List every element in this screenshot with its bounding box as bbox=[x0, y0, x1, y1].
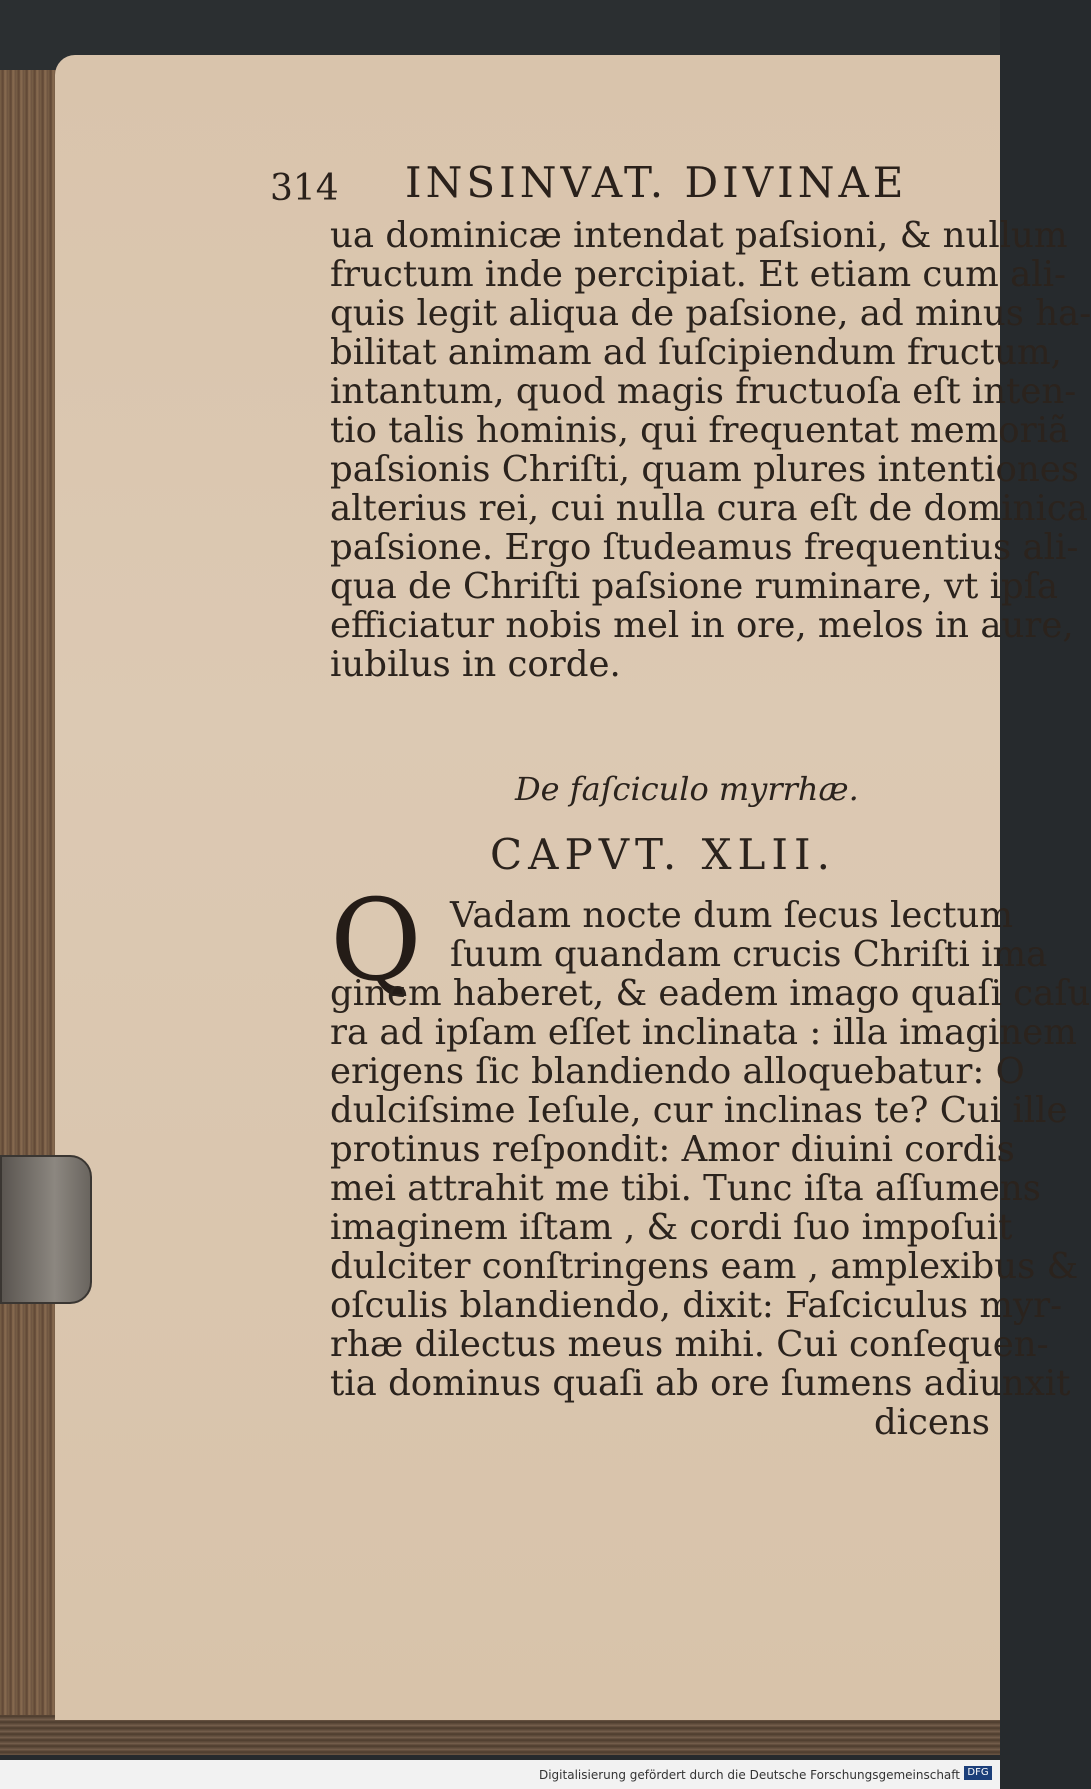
text-line: fructum inde percipiat. Et etiam cum ali- bbox=[330, 254, 1066, 295]
book-bottom-edge bbox=[0, 1715, 1000, 1755]
text-line: quis legit aliqua de paſsione, ad minus ha- bbox=[330, 293, 1091, 334]
page-header bbox=[270, 150, 970, 210]
section-subheading: De faſciculo myrrhæ. bbox=[515, 770, 859, 808]
digitization-footer bbox=[0, 1760, 1000, 1789]
text-line: alterius rei, cui nulla cura eſt de dominica bbox=[330, 488, 1088, 529]
drop-cap: Q bbox=[330, 876, 422, 1006]
text-line: oſculis blandiendo, dixit: Faſciculus myr- bbox=[330, 1285, 1063, 1326]
chapter-heading: CAPVT. XLII. bbox=[490, 830, 836, 879]
catchword: dicens bbox=[873, 1402, 990, 1443]
text-line: bilitat animam ad ſuſcipiendum fructum, bbox=[330, 332, 1062, 373]
paragraph-2 bbox=[330, 895, 1091, 1443]
text-line: ua dominicæ intendat paſsioni, & nullum bbox=[330, 215, 1068, 256]
text-line: protinus reſpondit: Amor diuini cordis bbox=[330, 1129, 1015, 1170]
text-line: Vadam nocte dum ſecus lectum bbox=[450, 895, 1014, 936]
text-line: imaginem iſtam , & cordi ſuo impoſuit bbox=[330, 1207, 1013, 1248]
text-line: rhæ dilectus meus mihi. Cui conſequen- bbox=[330, 1324, 1049, 1365]
text-line: qua de Chriſti paſsione ruminare, vt ipſa bbox=[330, 566, 1058, 607]
text-line: mei attrahit me tibi. Tunc iſta aſſumens bbox=[330, 1168, 1041, 1209]
dfg-logo: DFG bbox=[964, 1766, 992, 1780]
paragraph-1 bbox=[330, 215, 1091, 685]
text-line: iubilus in corde. bbox=[330, 644, 621, 685]
book-clip bbox=[0, 1155, 92, 1304]
running-head: INSINVAT. DIVINAE bbox=[405, 158, 908, 207]
text-line: erigens ſic blandiendo alloquebatur: O bbox=[330, 1051, 1025, 1092]
text-line: paſsione. Ergo ſtudeamus frequentius ali- bbox=[330, 527, 1079, 568]
text-line: tia dominus quaſi ab ore ſumens adiunxit bbox=[330, 1363, 1071, 1404]
text-line: dulciſsime Ieſule, cur inclinas te? Cui ille bbox=[330, 1090, 1068, 1131]
page-number: 314 bbox=[270, 168, 339, 209]
text-line: efficiatur nobis mel in ore, melos in aure, bbox=[330, 605, 1074, 646]
text-line: tio talis hominis, qui frequentat memoriã bbox=[330, 410, 1070, 451]
text-line: ſuum quandam crucis Chriſti ima bbox=[450, 934, 1048, 975]
text-line: paſsionis Chriſti, quam plures intentiones bbox=[330, 449, 1079, 490]
text-line: ra ad ipſam eſſet inclinata : illa imaginem bbox=[330, 1012, 1077, 1053]
text-line: intantum, quod magis fructuoſa eſt inten- bbox=[330, 371, 1077, 412]
funding-credit: Digitalisierung gefördert durch die Deutsche Forschungsgemeinschaft bbox=[538, 1768, 960, 1782]
text-line: dulciter conſtringens eam , amplexibus & bbox=[330, 1246, 1079, 1287]
text-line: ginem haberet, & eadem imago quaſi caſu bbox=[330, 973, 1091, 1014]
